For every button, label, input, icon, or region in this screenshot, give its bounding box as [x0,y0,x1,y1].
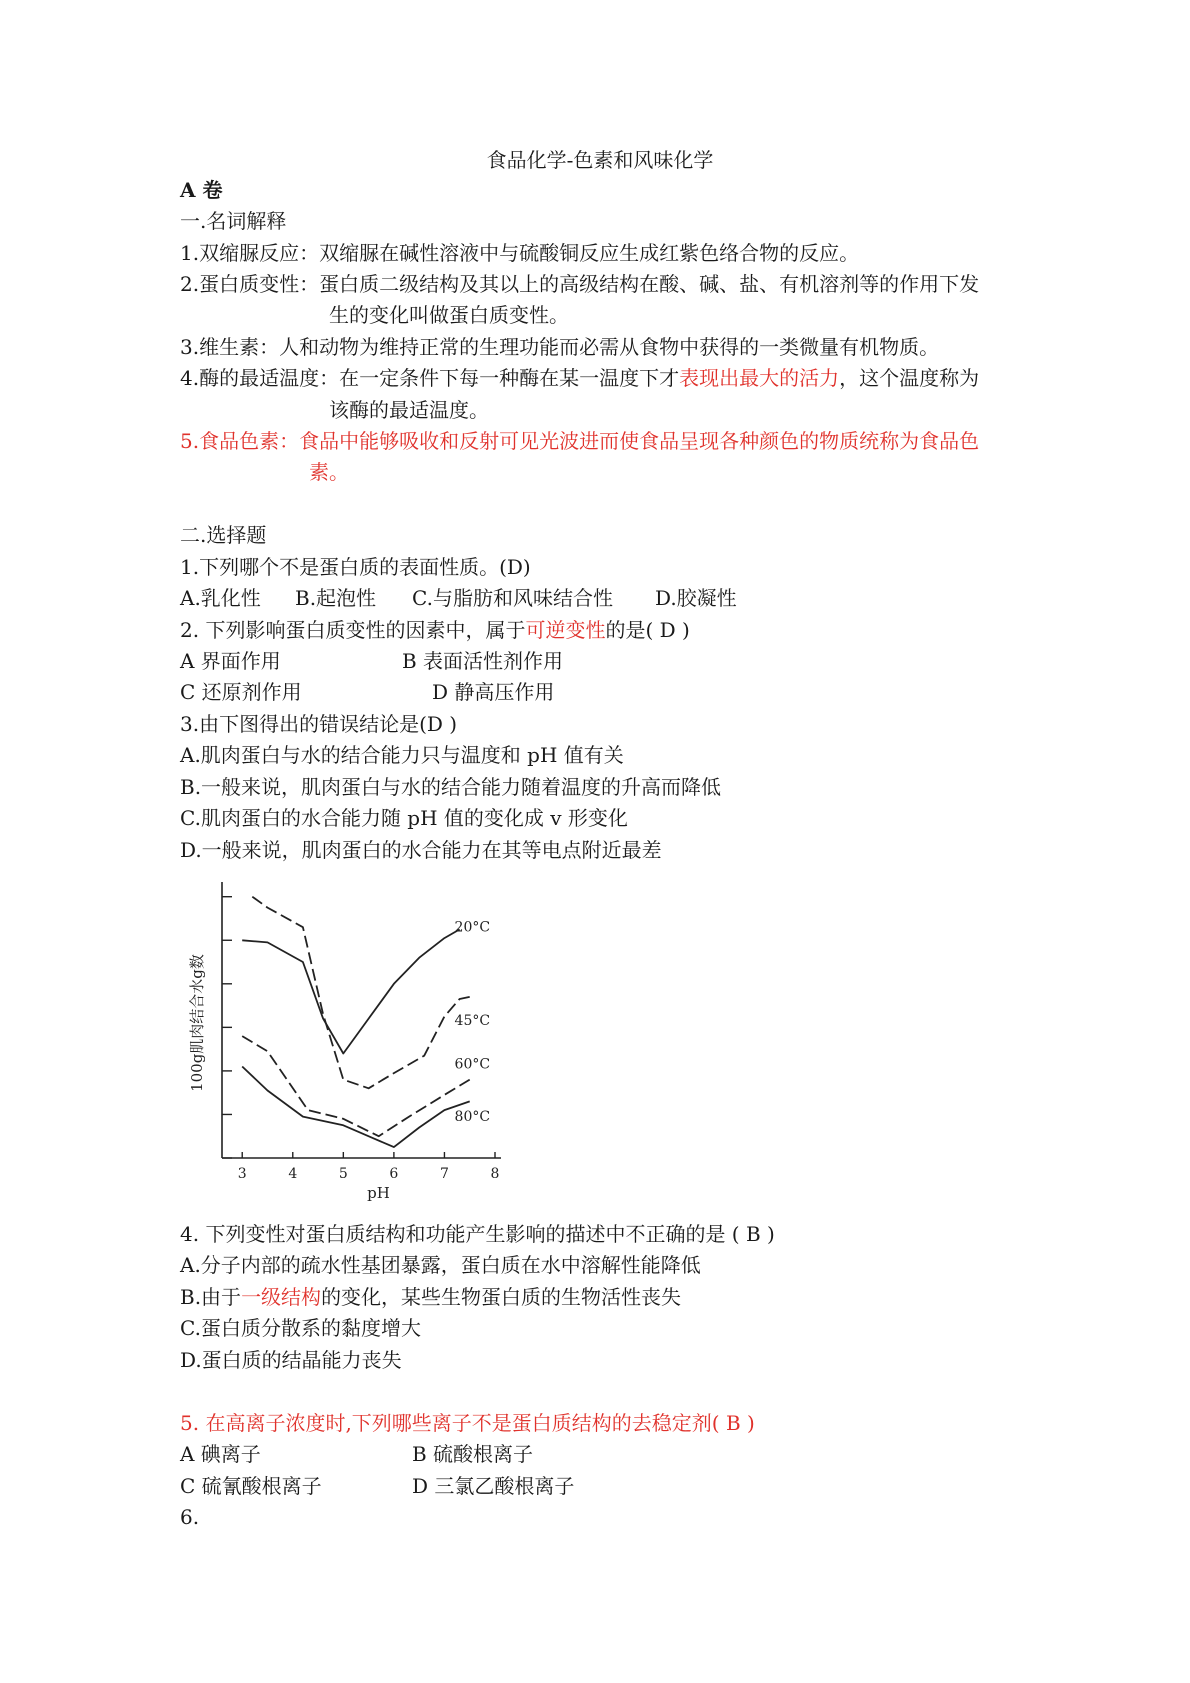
x-tick-label: 8 [490,1166,500,1182]
chart-series-group [242,897,470,1147]
term-1-label: 1.双缩脲反应： [180,241,320,265]
term-5-continuation: 素。 [309,460,349,484]
term-5-text: 食品中能够吸收和反射可见光波进而使食品呈现各种颜色的物质统称为食品色 [299,429,980,453]
q4-option-b-a: B.由于 [180,1285,242,1309]
term-5 [180,427,979,455]
q5-stem: 5. 在高离子浓度时,下列哪些离子不是蛋白质结构的去稳定剂( B ) [180,1411,755,1435]
term-1-text: 双缩脲在碱性溶液中与硫酸铜反应生成红紫色络合物的反应。 [319,241,860,265]
series-label-45c: 45°C [454,1013,491,1030]
q5-option-d: D 三氯乙酸根离子 [412,1474,575,1498]
x-tick-label: 5 [338,1166,348,1182]
document-title: 食品化学-色素和风味化学 [486,148,714,172]
term-4 [180,364,979,392]
q4-option-b-b: 的变化，某些生物蛋白质的生物活性丧失 [321,1285,682,1309]
term-4-text-a: 在一定条件下每一种酶在某一温度下才 [339,366,680,390]
term-3-label: 3.维生素： [180,335,280,359]
q1-option-d: D.胶凝性 [655,586,737,610]
series-label-20c: 20°C [454,919,491,936]
q5-option-c: C 硫氰酸根离子 [180,1474,322,1498]
q3-option-c: C.肌肉蛋白的水合能力随 pH 值的变化成 v 形变化 [180,806,628,830]
term-2-text: 蛋白质二级结构及其以上的高级结构在酸、碱、盐、有机溶剂等的作用下发 [319,272,980,296]
q2-option-b: B 表面活性剂作用 [402,649,564,673]
series-label-80c: 80°C [454,1108,491,1125]
term-4-highlight: 表现出最大的活力 [679,366,840,390]
q1-stem: 1.下列哪个不是蛋白质的表面性质。(D) [180,555,531,579]
x-tick-label: 7 [439,1166,449,1182]
term-2-continuation: 生的变化叫做蛋白质变性。 [329,303,569,327]
term-4-label: 4.酶的最适温度： [180,366,340,390]
q4-option-b-highlight: 一级结构 [241,1285,322,1309]
term-2 [180,270,979,298]
q1-option-b: B.起泡性 [295,586,377,610]
term-3-text: 人和动物为维持正常的生理功能而必需从食物中获得的一类微量有机物质。 [279,335,940,359]
q5-option-b: B 硫酸根离子 [412,1442,534,1466]
q2-stem-a: 2. 下列影响蛋白质变性的因素中，属于 [180,618,526,642]
q2-stem-b: 的是( D ) [605,618,690,642]
x-tick-label: 3 [237,1166,247,1182]
q2-stem-highlight: 可逆变性 [525,618,606,642]
series-line-20c [242,929,459,1053]
section-a-heading: A 卷 [180,178,223,202]
series-line-80c [242,1067,470,1148]
term-1 [180,239,859,267]
q4-option-a: A.分子内部的疏水性基团暴露，蛋白质在水中溶解性能降低 [180,1253,701,1277]
term-4-text-b: ，这个温度称为 [839,366,980,390]
q4-option-c: C.蛋白质分散系的黏度增大 [180,1316,421,1340]
series-label-60c: 60°C [454,1056,491,1073]
term-3 [180,333,939,361]
q1-option-a: A.乳化性 [180,586,261,610]
q3-option-a: A.肌肉蛋白与水的结合能力只与温度和 pH 值有关 [180,743,624,767]
x-tick-label: 4 [288,1166,298,1182]
x-tick-label: 6 [389,1166,399,1182]
term-2-label: 2.蛋白质变性： [180,272,320,296]
q3-option-b: B.一般来说，肌肉蛋白与水的结合能力随着温度的升高而降低 [180,775,722,799]
part2-heading: 二.选择题 [180,523,267,547]
q1-option-c: C.与脂肪和风味结合性 [412,586,613,610]
q2-stem [180,616,690,644]
term-4-continuation: 该酶的最适温度。 [329,398,489,422]
q2-option-c: C 还原剂作用 [180,680,302,704]
q2-option-a: A 界面作用 [180,649,281,673]
q2-option-d: D 静高压作用 [432,680,555,704]
series-line-60c [242,1036,470,1136]
y-axis-label: 100g肌肉结合水g数 [188,954,206,1092]
water-binding-chart [180,868,510,1214]
term-5-label: 5.食品色素： [180,429,300,453]
q6-stem: 6. [180,1505,200,1529]
series-line-45c [252,897,469,1089]
q4-option-d: D.蛋白质的结晶能力丧失 [180,1348,402,1372]
q4-option-b [180,1283,681,1311]
q3-stem: 3.由下图得出的错误结论是(D ) [180,712,458,736]
x-axis-label: pH [367,1184,390,1202]
chart-labels-group [455,920,491,1125]
q4-stem: 4. 下列变性对蛋白质结构和功能产生影响的描述中不正确的是 ( B ) [180,1222,775,1246]
part1-heading: 一.名词解释 [180,209,287,233]
q5-option-a: A 碘离子 [180,1442,261,1466]
q3-option-d: D.一般来说，肌肉蛋白的水合能力在其等电点附近最差 [180,838,662,862]
